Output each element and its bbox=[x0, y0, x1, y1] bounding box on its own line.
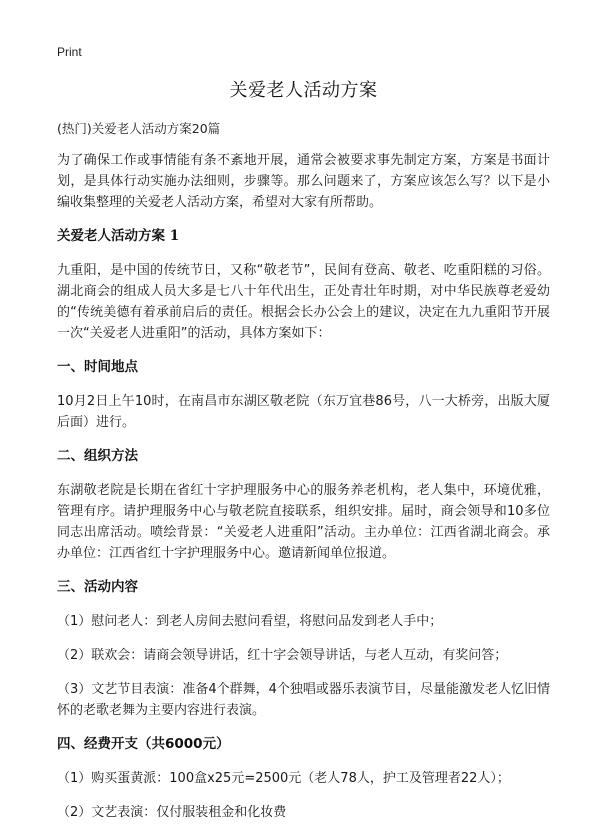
section3-heading: 三、活动内容 bbox=[57, 579, 138, 595]
section2-paragraph: 东湖敬老院是长期在省红十字护理服务中心的服务养老机构，老人集中，环境优雅，管理有序。请护理服务中心与敬老院直接联系，组织安排。届时，商会领导和10多位同志出席活动。喷绘背景：“关爱老人进重阳”活动。主办单位：江西省湖北商会。承办单位：江西省红十字护理服务中心。邀请新闻单位报道。 bbox=[57, 483, 550, 561]
plan1-intro-paragraph: 九重阳，是中国的传统节日，又称“敬老节”，民间有登高、敬老、吃重阳糕的习俗。湖北商会的组成人员大多是七八十年代出生，正处青壮年时期，对中华民族尊老爱幼的“传统美德有着承前启后的责任。根据会长办公会上的建议，决定在九九重阳节开展一次“关爱老人进重阳”的活动，具体方案如下： bbox=[57, 263, 550, 341]
section4-item: （2）文艺表演：仅付服装租金和化妆费 bbox=[57, 805, 287, 820]
section1-heading: 一、时间地点 bbox=[57, 359, 138, 375]
section3-item: （1）慰问老人：到老人房间去慰问看望，将慰问品发到老人手中； bbox=[57, 614, 443, 629]
article-body bbox=[57, 150, 550, 836]
page-title: 关爱老人活动方案 bbox=[229, 80, 378, 101]
intro-paragraph: 为了确保工作或事情能有条不紊地开展，通常会被要求事先制定方案，方案是书面计划，是具体行动实施办法细则，步骤等。那么问题来了，方案应该怎么写？以下是小编收集整理的关爱老人活动方案，希望对大家有所帮助。 bbox=[57, 153, 550, 210]
section3-item: （3）文艺节目表演：准备4个群舞，4个独唱或器乐表演节目，尽量能激发老人忆旧情怀的老歌老舞为主要内容进行表演。 bbox=[57, 682, 550, 718]
page-subtitle: (热门)关爱老人活动方案20篇 bbox=[57, 121, 221, 136]
print-link[interactable]: Print bbox=[57, 45, 82, 59]
section3-item: （2）联欢会：请商会领导讲话，红十字会领导讲话，与老人互动，有奖问答； bbox=[57, 648, 508, 663]
section1-paragraph: 10月2日上午10时，在南昌市东湖区敬老院（东万宜巷86号，八一大桥旁，出版大厦后面）进行。 bbox=[57, 394, 550, 430]
section4-heading: 四、经费开支（共6000元） bbox=[57, 736, 230, 752]
section4-item: （1）购买蛋黄派：100盒x25元=2500元（老人78人，护工及管理者22人）； bbox=[57, 771, 510, 786]
section2-heading: 二、组织方法 bbox=[57, 448, 138, 464]
plan1-heading: 关爱老人活动方案 1 bbox=[57, 228, 180, 244]
